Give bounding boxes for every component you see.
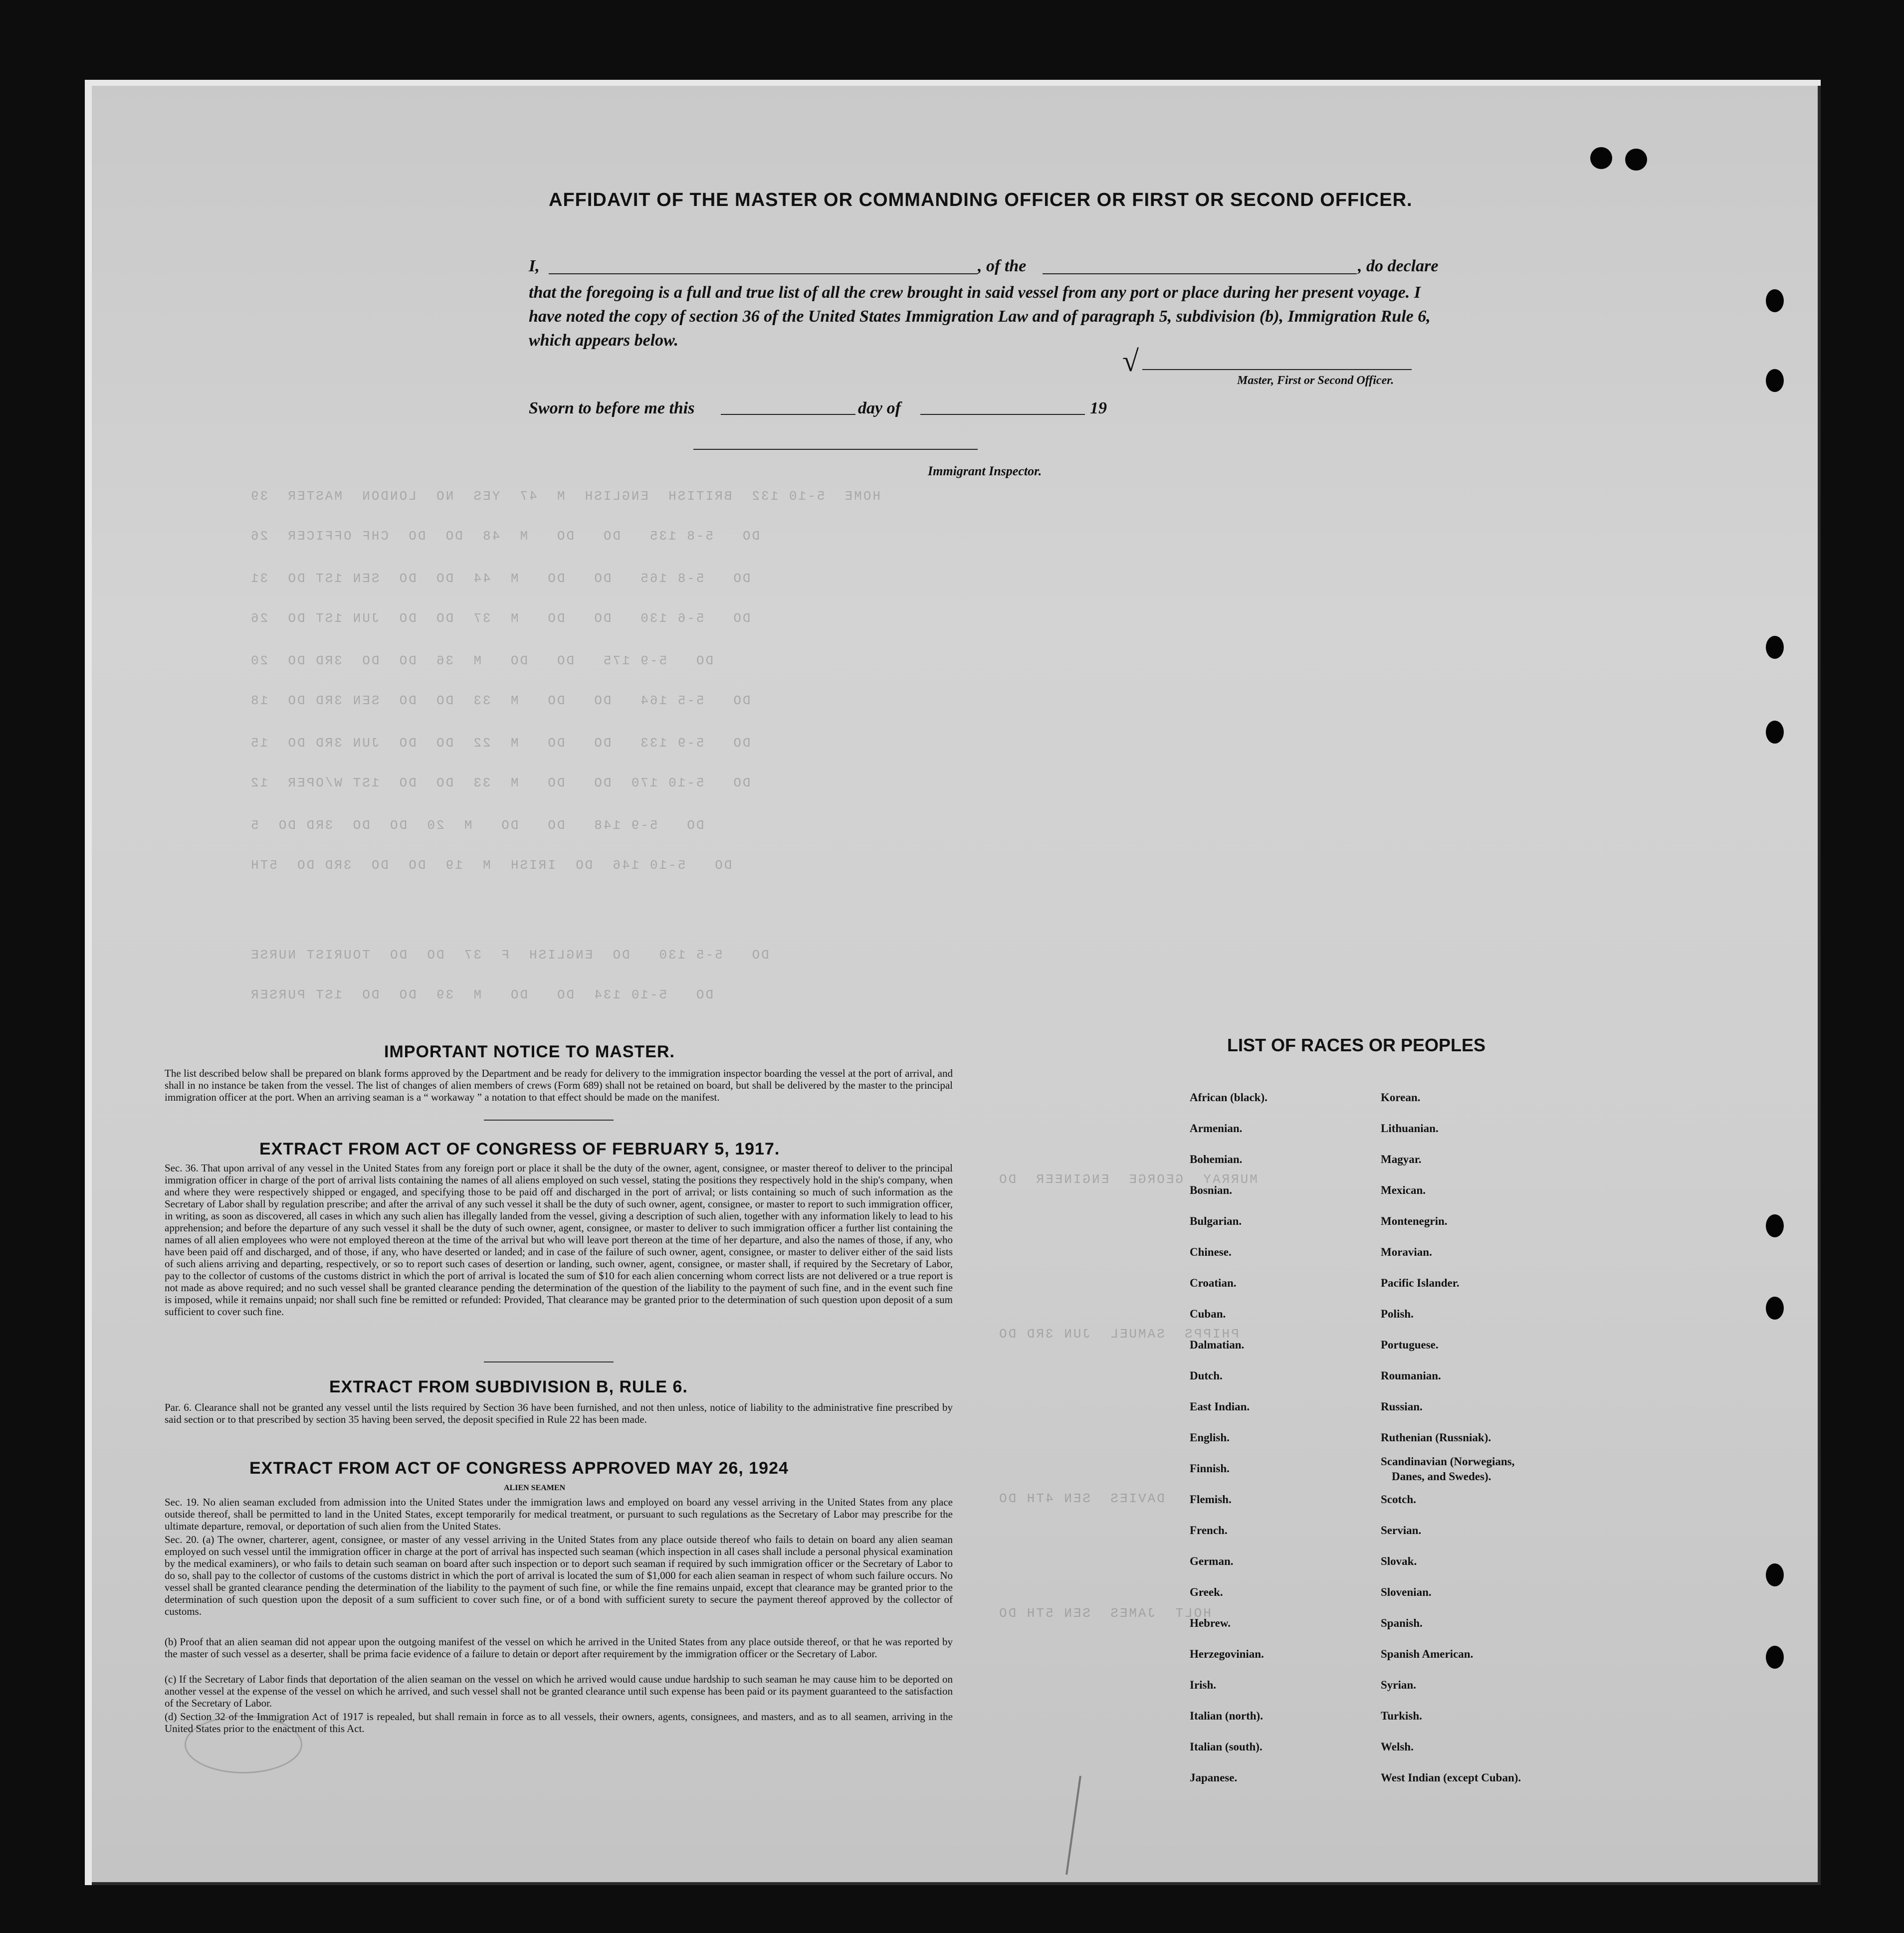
race-item: French. [1190,1524,1228,1537]
punch-hole [1766,721,1784,744]
sworn-month-line [920,414,1085,415]
paper-edge-top [85,80,1821,86]
race-item: Polish. [1381,1308,1414,1320]
extract-1924-sec20b: (b) Proof that an alien seaman did not appear upon the outgoing manifest of the vessel on which he arrived in the United States from any place outside thereof, or that he was reported by the master of such vessel as a deserter, shall be prima facie evidence of a failure to detain or deport after requirement by the immigration officer or the Secretary of Labor. [165,1636,953,1660]
race-item: Croatian. [1190,1277,1237,1289]
punch-hole [1625,149,1647,171]
bleed-through-text: PHIPPS SAMUEL JUN 3RD DO [998,1327,1239,1342]
race-item: Montenegrin. [1381,1215,1448,1227]
bleed-through-text: DO 5-10 170 DO DO M 33 DO DO 1ST W/OPER 12 [249,775,751,790]
race-item: Slovenian. [1381,1586,1432,1598]
bleed-through-text: DO 5-5 164 DO DO M 33 DO DO SEN 3RD DO 18 [249,693,751,708]
bleed-through-text: DO 5-10 146 DO IRISH M 19 DO DO 3RD DO 5TH [249,858,732,873]
race-item: Dutch. [1190,1369,1223,1382]
race-item: Scandinavian (Norwegians, [1381,1455,1515,1468]
extract-1924-sec20c: (c) If the Secretary of Labor finds that deportation of the alien seaman on the vessel on which he arrived would cause undue hardship to such seaman he may cause him to be deported on another vessel at the expense of the vessel on which he arrived, and such vessel shall not be granted clearance until such expense has been paid or its payment guaranteed to the satisfaction of the Secretary of Labor. [165,1673,953,1709]
affidavit-do-declare: , do declare [1358,257,1439,275]
race-item: Turkish. [1381,1710,1422,1722]
name-field-line [549,273,978,274]
paper-edge-left [85,80,92,1885]
race-item: Russian. [1381,1400,1423,1413]
punch-hole [1766,369,1784,392]
race-item: East Indian. [1190,1400,1250,1413]
race-item: Armenian. [1190,1122,1243,1135]
extract-1924-sec19: Sec. 19. No alien seaman excluded from admission into the United States under the immigration laws and employed on board any vessel arriving in the United States from any place outside thereof, shall be permitted to land in the United States, except temporarily for medical treatment, or pursuant to such regulations as the Secretary of Labor may prescribe for the ultimate departure, removal, or deportation of such alien from the United States. [165,1496,953,1532]
race-item: Cuban. [1190,1308,1226,1320]
bleed-through-text: DO 5-5 130 DO ENGLISH F 37 DO DO TOURIST NURSE [249,948,769,963]
race-item: Italian (north). [1190,1710,1263,1722]
day-of-label: day of [858,399,901,417]
race-item: Bosnian. [1190,1184,1233,1196]
race-item: Welsh. [1381,1740,1414,1753]
race-item: Servian. [1381,1524,1422,1537]
extract-1924-subtitle: ALIEN SEAMEN [504,1484,566,1492]
race-item: West Indian (except Cuban). [1381,1771,1521,1784]
race-item: Dalmatian. [1190,1339,1245,1351]
race-item: Flemish. [1190,1493,1232,1506]
race-item: Lithuanian. [1381,1122,1439,1135]
race-item: German. [1190,1555,1234,1567]
race-item: African (black). [1190,1091,1268,1104]
affidavit-title: AFFIDAVIT OF THE MASTER OR COMMANDING OFFICER OR FIRST OR SECOND OFFICER. [549,190,1413,210]
divider [484,1361,614,1362]
races-title: LIST OF RACES OR PEOPLES [1227,1035,1486,1055]
notice-text: The list described below shall be prepared on blank forms approved by the Department and be ready for delivery to the immigration inspector boarding the vessel at the port of arrival, and shall in no instance be taken from the vessel. The list of changes of alien members of crews (Form 689) shall not be retained on board, but shall be delivered by the master to the principal immigration officer at the port. When an arriving seaman is a “ workaway ” a notation to that effect should be made on the manifest. [165,1067,953,1103]
race-item: Finnish. [1190,1462,1230,1475]
bleed-through-text: HOLT JAMES SEN 5TH DO [998,1606,1211,1621]
race-item: Irish. [1190,1679,1217,1691]
punch-hole [1766,1646,1784,1669]
race-item: Syrian. [1381,1679,1416,1691]
extract-rule6-text: Par. 6. Clearance shall not be granted any vessel until the lists required by Section 36 have been furnished, and not then unless, notice of liability to the administrative fine prescribed by said section or to that prescribed by section 35 having been served, the deposit specified in Rule 22 has been made. [165,1401,953,1425]
bleed-through-text: DO 5-9 148 DO DO M 20 DO DO 3RD DO 5 [249,818,704,833]
punch-hole [1766,289,1784,312]
bleed-through-text: DO 5-8 165 DO DO M 44 DO DO SEN 1ST DO 31 [249,571,751,586]
race-item: Pacific Islander. [1381,1277,1460,1289]
race-item: Italian (south). [1190,1740,1263,1753]
affidavit-declaration: that the foregoing is a full and true list of all the crew brought in said vessel from any port or place during her present voyage. I have noted the copy of section 36 of the United States Immigration Law and of paragraph 5, subdivision (b), Immigration Rule 6, which appears below. [529,283,1431,350]
notice-title: IMPORTANT NOTICE TO MASTER. [384,1042,675,1061]
bleed-through-text: DO 5-8 135 DO DO M 48 DO DO CHF OFFICER 26 [249,529,760,544]
inspector-signature-line [693,449,978,450]
race-item: Spanish. [1381,1617,1423,1629]
punch-hole [1590,147,1612,169]
sworn-day-line [721,414,855,415]
bleed-through-text: MURRAY GEORGE ENGINEER DO [998,1172,1258,1187]
bleed-through-text: DO 5-9 133 DO DO M 22 DO DO JUN 3RD DO 15 [249,736,751,751]
punch-hole [1766,1297,1784,1320]
race-item: Ruthenian (Russniak). [1381,1431,1491,1444]
race-item: Japanese. [1190,1771,1238,1784]
bleed-through-text: DO 5-10 134 DO DO M 39 DO DO 1ST PURSER [249,987,714,1002]
race-item: Mexican. [1381,1184,1426,1196]
master-signature-line [1142,369,1412,370]
year-label: 19 [1090,399,1107,417]
bleed-through-text: DO 5-9 175 DO DO M 36 DO DO 3RD DO 20 [249,653,714,668]
race-item: Moravian. [1381,1246,1432,1258]
extract-1917-text: Sec. 36. That upon arrival of any vessel in the United States from any foreign port or place it shall be the duty of the owner, agent, consignee, or master thereof to deliver to the principal immigration officer in charge of the port of arrival lists containing the names of all aliens employed on such vessel, stating the positions they respectively hold in the ship's company, when and where they were respectively shipped or engaged, and specifying those to be paid off and discharged in the port of arrival; or lists containing so much of such information as the Secretary of Labor shall by regulation prescribe; and after the arrival of any such vessel it shall be the duty of such owner, agent, consignee, or master to report to such immigration officer, in writing, as soon as discovered, all cases in which any such alien has illegally landed from the vessel, giving a description of such alien, together with any information likely to lead to his apprehension; and before the departure of any such vessel it shall be the duty of such owner, agent, consignee, or master to deliver to such immigration officer a further list containing the names of all alien employees who were not employed thereon at the time of the arrival but who will leave port thereon at the time of her departure, and also the names of those, if any, who have been paid off and discharged, and of those, if any, who have deserted or landed; and in case of the failure of such owner, agent, consignee, or master to deliver either of the said lists of such aliens arriving and departing, respectively, or so to report such cases of desertion or landing, such owner, agent, consignee, or master shall, if required by the Secretary of Labor, pay to the collector of customs of the customs district in which the port of arrival is located the sum of $10 for each alien concerning whom correct lists are not delivered or a true report is not made as above required; and no such vessel shall be granted clearance pending the determination of the question of the liability to the payment of such fine, and in the event such fine is imposed, while it remains unpaid; nor shall such fine be remitted or refunded: Provided, That clearance may be granted prior to the determination of such question upon deposit of a sum sufficient to cover such fine. [165,1162,953,1318]
race-item: English. [1190,1431,1230,1444]
race-item: Scotch. [1381,1493,1416,1506]
race-item: Spanish American. [1381,1648,1474,1660]
punch-hole [1766,1563,1784,1586]
race-item: Bulgarian. [1190,1215,1242,1227]
faded-stamp [185,1716,302,1773]
extract-1924-title: EXTRACT FROM ACT OF CONGRESS APPROVED MAY 26, 1924 [249,1459,789,1478]
extract-1924-sec20a: Sec. 20. (a) The owner, charterer, agent, consignee, or master of any vessel arriving in the United States from any place outside thereof who fails to detain on board any alien seaman employed on such vessel until the immigration officer in charge at the port of arrival has inspected such seaman (which inspection in all cases shall include a personal physical examination by the medical examiners), or who fails to detain such seaman on board after such inspection or to deport such seaman if required by such immigration officer or the Secretary of Labor to do so, shall pay to the collector of customs of the customs district in which the port of arrival is located the sum of $1,000 for each alien seaman in respect of whom such failure occurs. No vessel shall be granted clearance pending the determination of the liability to the payment of such fine, or while the fine remains unpaid, except that clearance may be granted prior to the determination of such question upon the deposit of a sum sufficient to cover such fine, or of a bond with sufficient surety to secure the payment thereof approved by the collector of customs. [165,1534,953,1617]
race-item: Portuguese. [1381,1339,1439,1351]
sworn-label: Sworn to before me this [529,399,695,417]
punch-hole [1766,1214,1784,1237]
bleed-through-text: HOME 5-10 132 BRITISH ENGLISH M 47 YES NO LONDON MASTER 39 [249,489,880,504]
affidavit-of-the-label: , of the [978,257,1027,275]
punch-hole [1766,636,1784,659]
vessel-field-line [1043,273,1357,274]
bleed-through-text: DO 5-6 130 DO DO M 37 DO DO JUN 1ST DO 26 [249,611,751,626]
race-item: Danes, and Swedes). [1392,1470,1491,1483]
race-item: Herzegovinian. [1190,1648,1264,1660]
race-item: Magyar. [1381,1153,1422,1165]
affidavit-i-label: I, [529,257,540,275]
race-item: Korean. [1381,1091,1421,1104]
check-mark: √ [1122,345,1139,378]
inspector-label: Immigrant Inspector. [928,464,1042,478]
race-item: Chinese. [1190,1246,1232,1258]
master-label: Master, First or Second Officer. [1237,374,1394,387]
race-item: Slovak. [1381,1555,1417,1567]
bleed-through-text: DAVIES SEN 4TH DO [998,1491,1165,1506]
extract-rule6-title: EXTRACT FROM SUBDIVISION B, RULE 6. [329,1377,688,1396]
race-item: Roumanian. [1381,1369,1441,1382]
extract-1924-sec20d: (d) Section 32 of the Immigration Act of 1917 is repealed, but shall remain in force as to all vessels, their owners, agents, consignees, and masters, and as to all seamen, arriving in the United States prior to the enactment of this Act. [165,1711,953,1735]
race-item: Greek. [1190,1586,1223,1598]
divider [484,1120,614,1121]
race-item: Hebrew. [1190,1617,1231,1629]
race-item: Bohemian. [1190,1153,1243,1165]
extract-1917-title: EXTRACT FROM ACT OF CONGRESS OF FEBRUARY 5, 1917. [259,1140,780,1159]
